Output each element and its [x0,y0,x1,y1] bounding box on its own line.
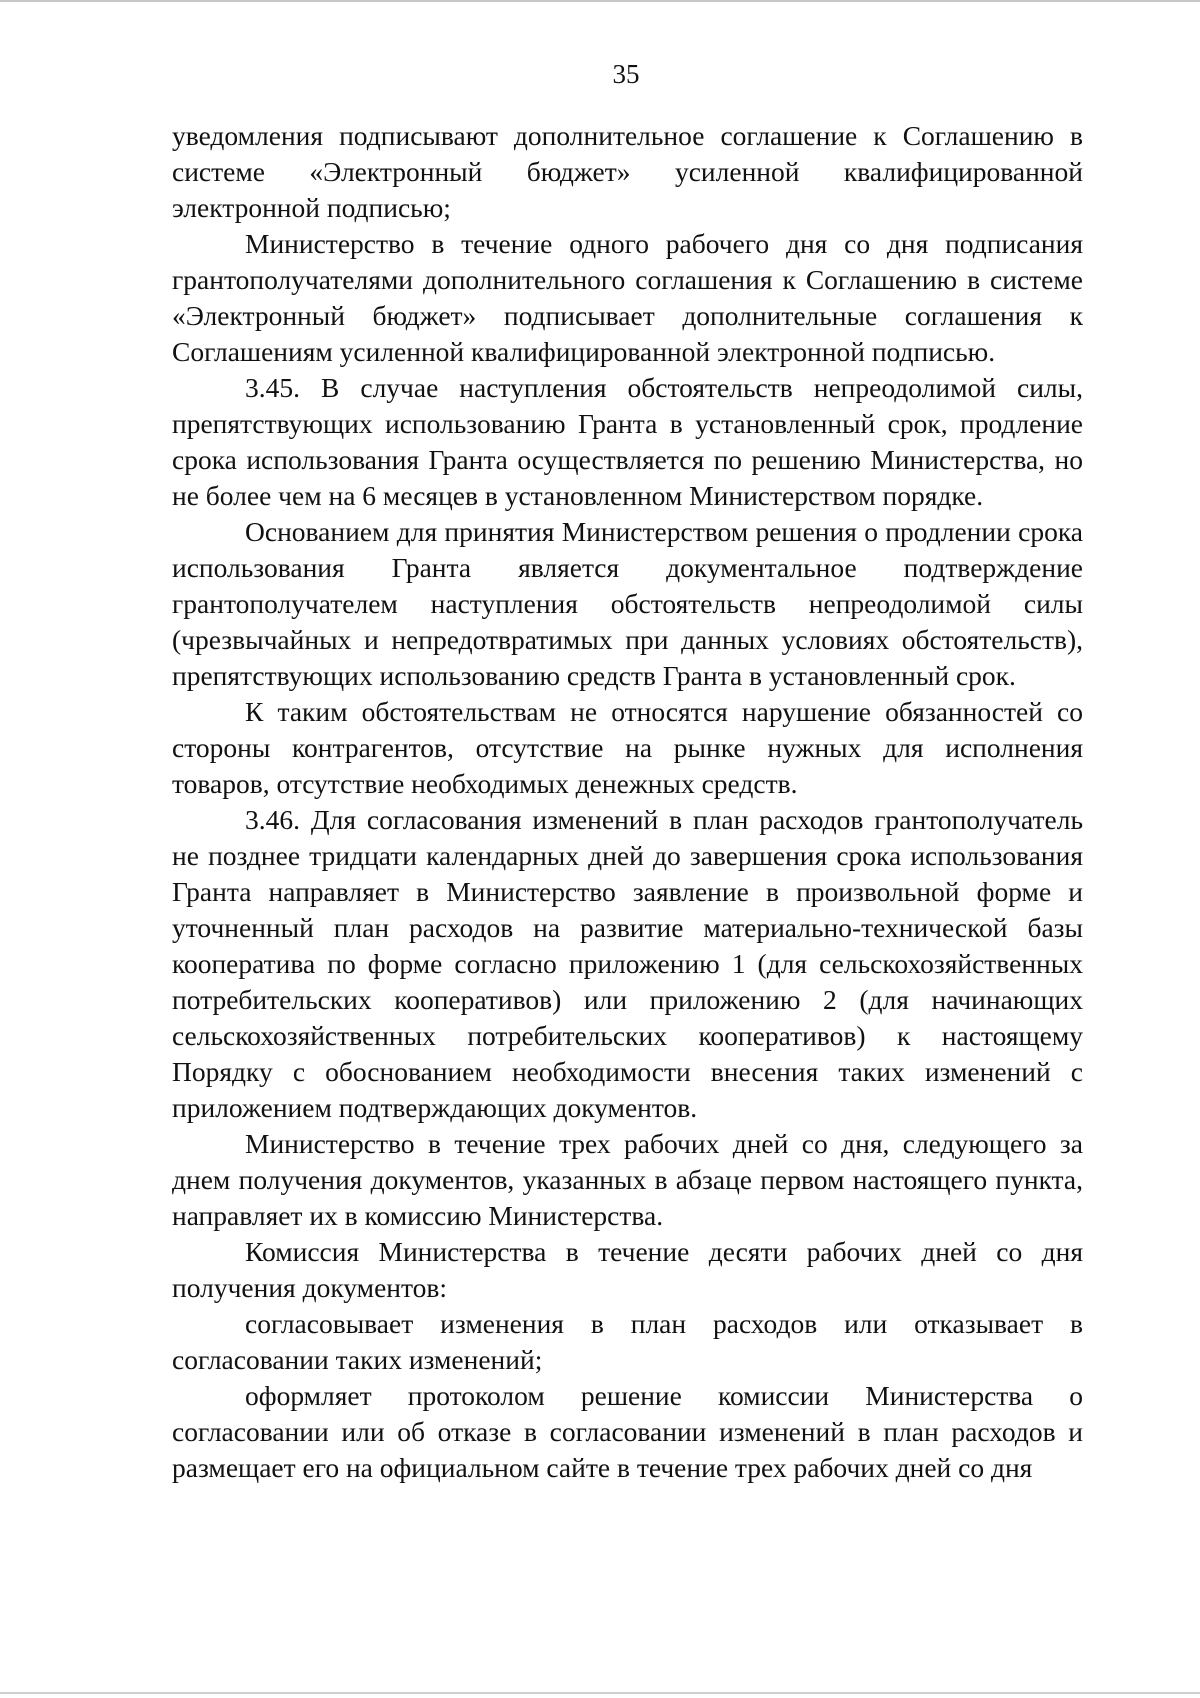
document-body [172,118,1083,1486]
paragraph-extension-basis: Основанием для принятия Министерством решения о продлении срока использования Гранта является документальное подтверждение грантополучателем наступления обстоятельств непреодолимой силы (чрезвычайных и непредотвратимых при данных условиях обстоятельств), препятствующих использованию средств Гранта в установленный срок. [172,516,1083,691]
paragraph-excluded-circumstances: К таким обстоятельствам не относятся нарушение обязанностей со стороны контрагентов, отсутствие на рынке нужных для исполнения товаров, отсутствие необходимых денежных средств. [172,696,1083,799]
paragraph-ministry-forwarding: Министерство в течение трех рабочих дней со дня, следующего за днем получения документов, указанных в абзаце первом настоящего пункта, направляет их в комиссию Министерства. [172,1128,1083,1231]
paragraph-notification-signing: уведомления подписывают дополнительное соглашение к Соглашению в системе «Электронный бюджет» усиленной квалифицированной электронной подписью; [172,120,1083,223]
scan-edge-bottom [0,1692,1200,1694]
paragraph-ministry-signing: Министерство в течение одного рабочего дня со дня подписания грантополучателями дополнительного соглашения к Соглашению в системе «Электронный бюджет» подписывает дополнительные соглашения к Соглашениям усиленной квалифицированной электронной подписью. [172,228,1083,367]
paragraph-commission-review: Комиссия Министерства в течение десяти рабочих дней со дня получения документов: [172,1236,1083,1303]
paragraph-commission-approves: согласовывает изменения в план расходов или отказывает в согласовании таких изменений; [172,1308,1083,1375]
paragraph-commission-protocol: оформляет протоколом решение комиссии Министерства о согласовании или об отказе в согласовании изменений в план расходов и размещает его на официальном сайте в течение трех рабочих дней со дня [172,1380,1083,1483]
paragraph-3-45: 3.45. В случае наступления обстоятельств непреодолимой силы, препятствующих использованию Гранта в установленный срок, продление срока использования Гранта осуществляется по решению Министерства, но не более чем на 6 месяцев в установленном Министерством порядке. [172,372,1083,511]
scan-edge-top [0,0,1200,2]
page-number: 35 [612,59,640,89]
paragraph-3-46: 3.46. Для согласования изменений в план расходов грантополучатель не позднее тридцати календарных дней до завершения срока использования Гранта направляет в Министерство заявление в произвольной форме и уточненный план расходов на развитие материально-технической базы кооператива по форме согласно приложению 1 (для сельскохозяйственных потребительских кооперативов) или приложению 2 (для начинающих сельскохозяйственных потребительских кооперативов) к настоящему Порядку с обоснованием необходимости внесения таких изменений с приложением подтверждающих документов. [172,804,1083,1123]
